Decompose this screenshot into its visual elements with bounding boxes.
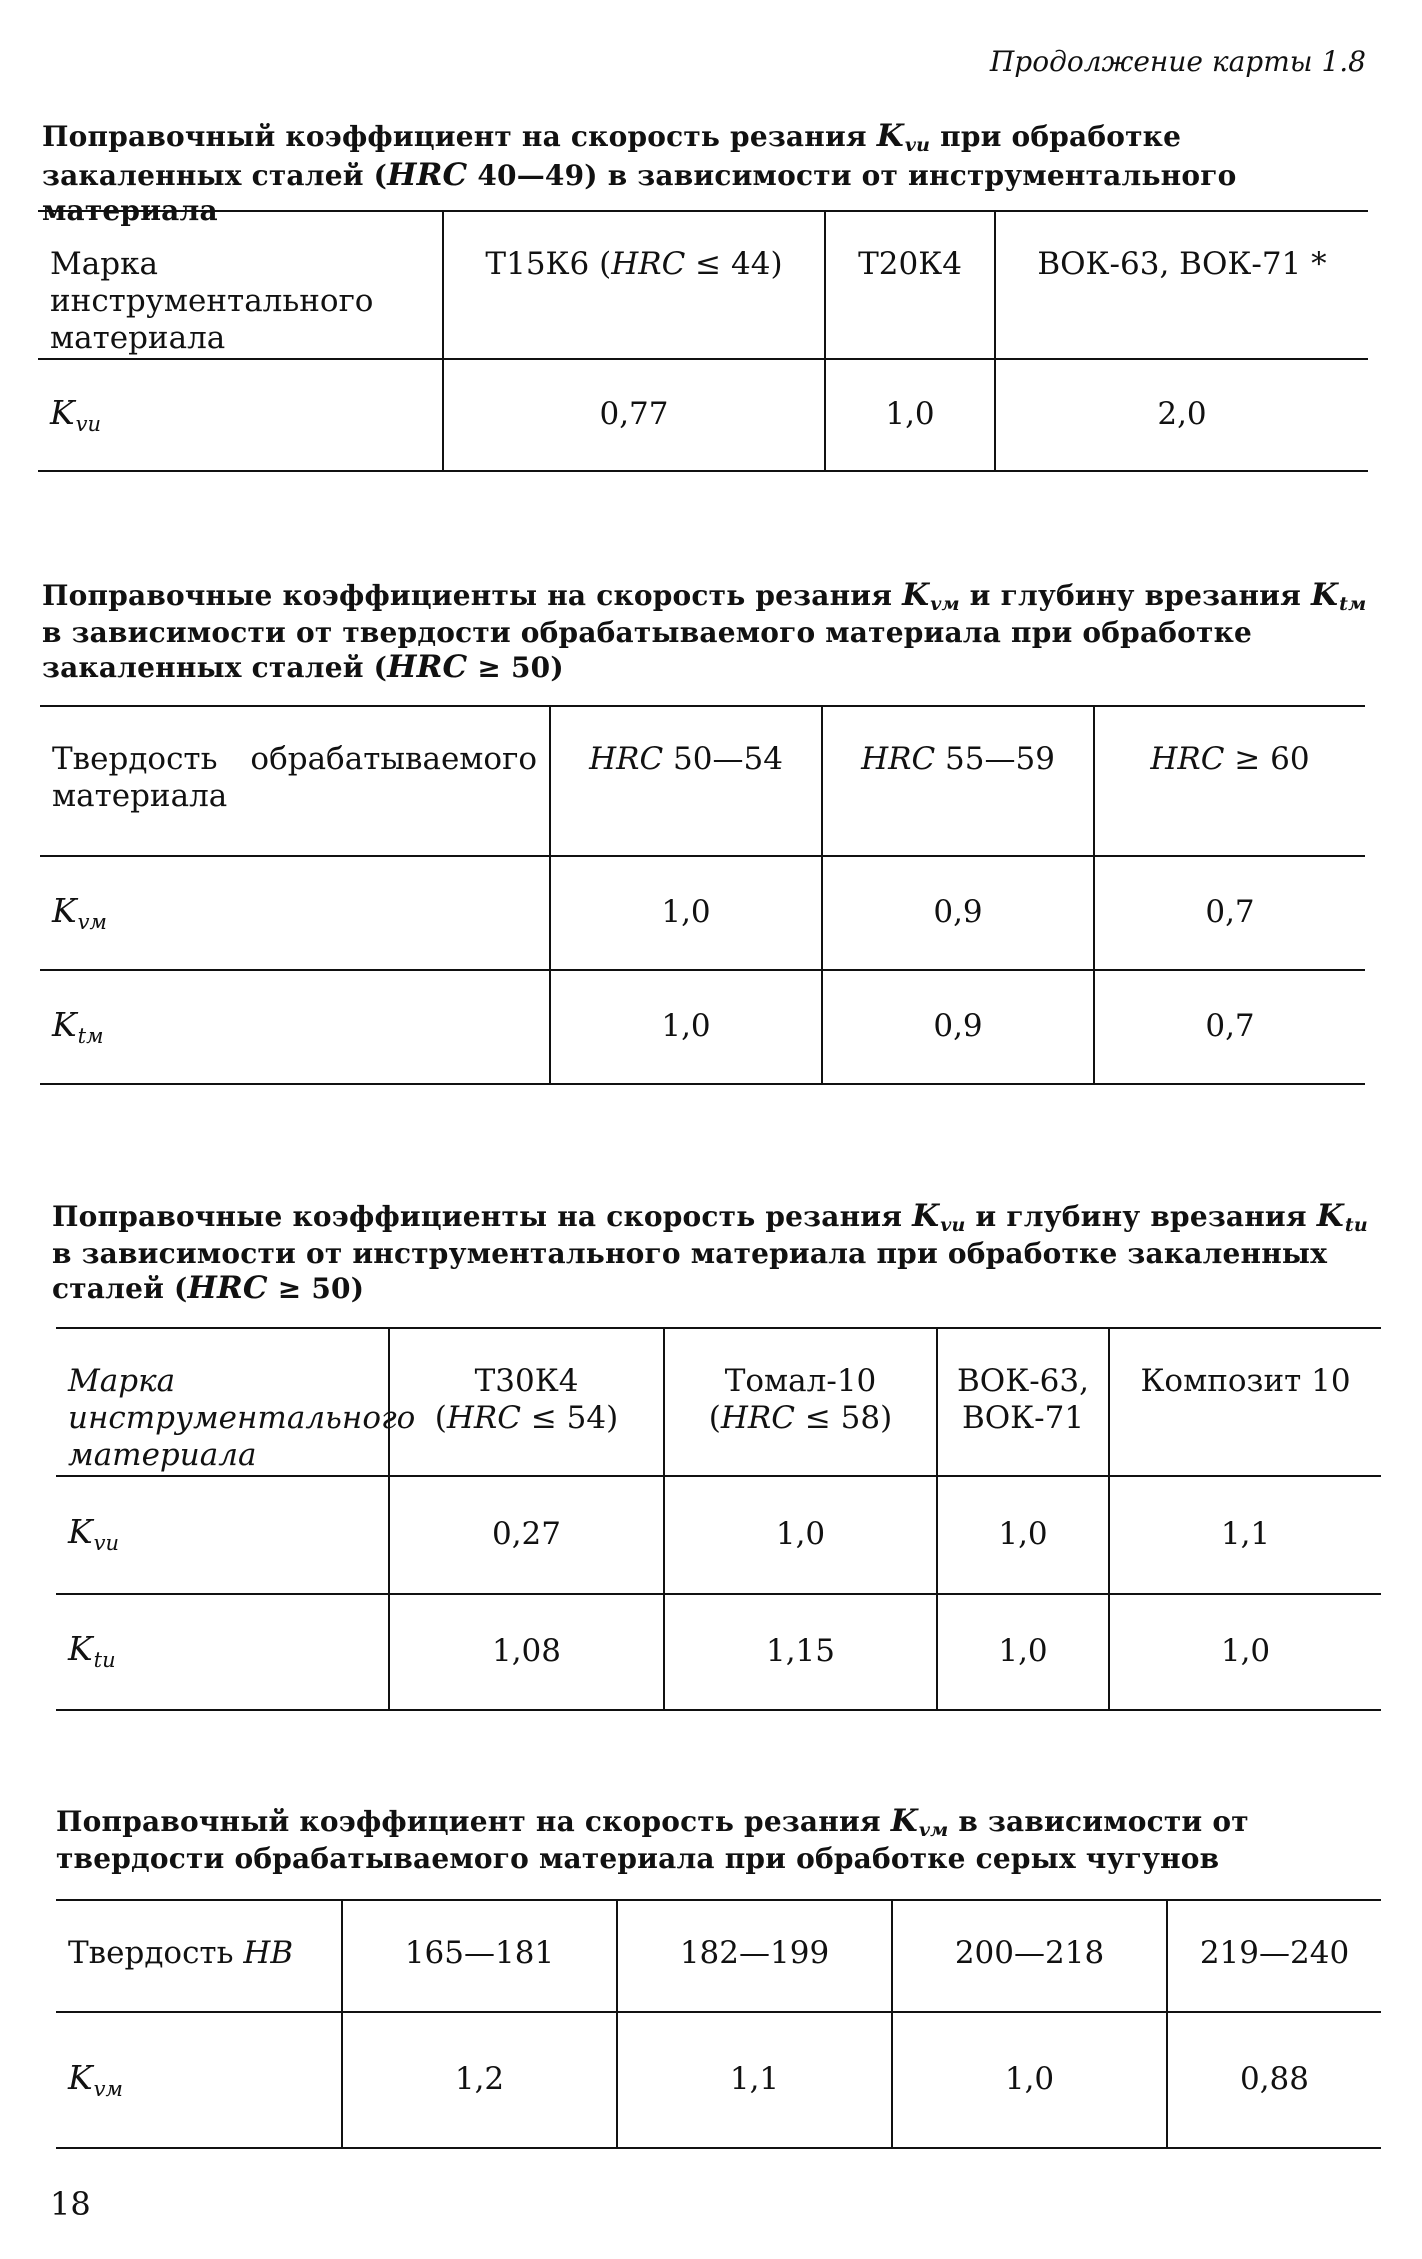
- table-cell: 0,7: [1094, 970, 1365, 1084]
- column-header: Композит 10: [1109, 1328, 1381, 1476]
- column-header: Т30К4 (HRC ≤ 54): [389, 1328, 664, 1476]
- table-cell: 1,08: [389, 1594, 664, 1710]
- table-cell: 1,0: [892, 2012, 1167, 2148]
- table-row: [56, 1476, 1381, 1594]
- section-4-title: Поправочный коэффициент на скорость резания $K_{vм}$ в зависимости от твердости обрабатываемого материала при обработке серых чугунов: [56, 1803, 1249, 1875]
- row-header-label: Марка инструментального материала: [56, 1328, 389, 1476]
- coefficient-symbol: $K_{vи}$: [38, 359, 443, 471]
- coefficient-symbol: $K_{vм}$: [56, 2012, 342, 2148]
- section-1-title: Поправочный коэффициент на скорость резания $K_{vи}$ при обработке закаленных сталей (HRC 40—49) в зависимости от инструментального материала: [42, 118, 1237, 227]
- table-row: [40, 856, 1365, 970]
- table-cell: 0,88: [1167, 2012, 1381, 2148]
- table-header-row: [56, 1900, 1381, 2012]
- table-cell: 1,0: [550, 856, 822, 970]
- table-cell: 2,0: [995, 359, 1368, 471]
- column-header: 165—181: [342, 1900, 617, 2012]
- column-header: HRC 55—59: [822, 706, 1094, 856]
- column-header: 200—218: [892, 1900, 1167, 2012]
- column-header: HRC 50—54: [550, 706, 822, 856]
- table-cell: 1,0: [825, 359, 995, 471]
- coefficient-symbol: $K_{vм}$: [40, 856, 550, 970]
- table-cell: 1,15: [664, 1594, 937, 1710]
- section-2-title: Поправочные коэффициенты на скорость резания $K_{vм}$ и глубину врезания $K_{tм}$ в зависимости от твердости обрабатываемого материала при обработке закаленных сталей (HRC ≥ 50): [42, 577, 1367, 686]
- table-cell: 1,0: [937, 1476, 1109, 1594]
- column-header: ВОК-63, ВОК-71 *: [995, 211, 1368, 359]
- page-number: 18: [50, 2185, 91, 2223]
- table-row: [56, 2012, 1381, 2148]
- column-header: 219—240: [1167, 1900, 1381, 2012]
- column-header: Т20К4: [825, 211, 995, 359]
- table-cell: 1,0: [937, 1594, 1109, 1710]
- coefficient-symbol: $K_{vи}$: [56, 1476, 389, 1594]
- coefficient-symbol: $K_{tм}$: [40, 970, 550, 1084]
- table-header-row: [40, 706, 1365, 856]
- table-row: [38, 359, 1368, 471]
- table-cell: 1,0: [550, 970, 822, 1084]
- table-cell: 0,9: [822, 970, 1094, 1084]
- table-row: [40, 970, 1365, 1084]
- table-header-row: [56, 1328, 1381, 1476]
- row-header-label: Твердость обрабатываемого материала: [40, 706, 550, 856]
- table-cell: 1,2: [342, 2012, 617, 2148]
- hardness-coefficient-table: [40, 705, 1365, 1085]
- table-cell: 0,9: [822, 856, 1094, 970]
- column-header: 182—199: [617, 1900, 892, 2012]
- table-cell: 1,0: [664, 1476, 937, 1594]
- section-3-title: Поправочные коэффициенты на скорость резания $K_{vи}$ и глубину врезания $K_{tи}$ в зависимости от инструментального материала при обработке закаленных сталей (HRC ≥ 50): [52, 1198, 1368, 1307]
- table-cell: 1,0: [1109, 1594, 1381, 1710]
- column-header: HRC ≥ 60: [1094, 706, 1365, 856]
- row-header-label: Твердость HB: [56, 1900, 342, 2012]
- column-header: ВОК-63, ВОК-71: [937, 1328, 1109, 1476]
- tool-material-speed-depth-table: [56, 1327, 1381, 1711]
- table-cell: 1,1: [617, 2012, 892, 2148]
- table-cell: 0,77: [443, 359, 825, 471]
- table-cell: 1,1: [1109, 1476, 1381, 1594]
- table-cell: 0,27: [389, 1476, 664, 1594]
- table-row: [56, 1594, 1381, 1710]
- row-header-label: Марка инструментального материала: [38, 211, 443, 359]
- column-header: Томал-10 (HRC ≤ 58): [664, 1328, 937, 1476]
- table-cell: 0,7: [1094, 856, 1365, 970]
- tool-material-coefficient-table: [38, 210, 1368, 472]
- cast-iron-hardness-table: [56, 1899, 1381, 2149]
- table-header-row: [38, 211, 1368, 359]
- column-header: Т15К6 (HRC ≤ 44): [443, 211, 825, 359]
- running-header: Продолжение карты 1.8: [989, 45, 1366, 78]
- coefficient-symbol: $K_{tи}$: [56, 1594, 389, 1710]
